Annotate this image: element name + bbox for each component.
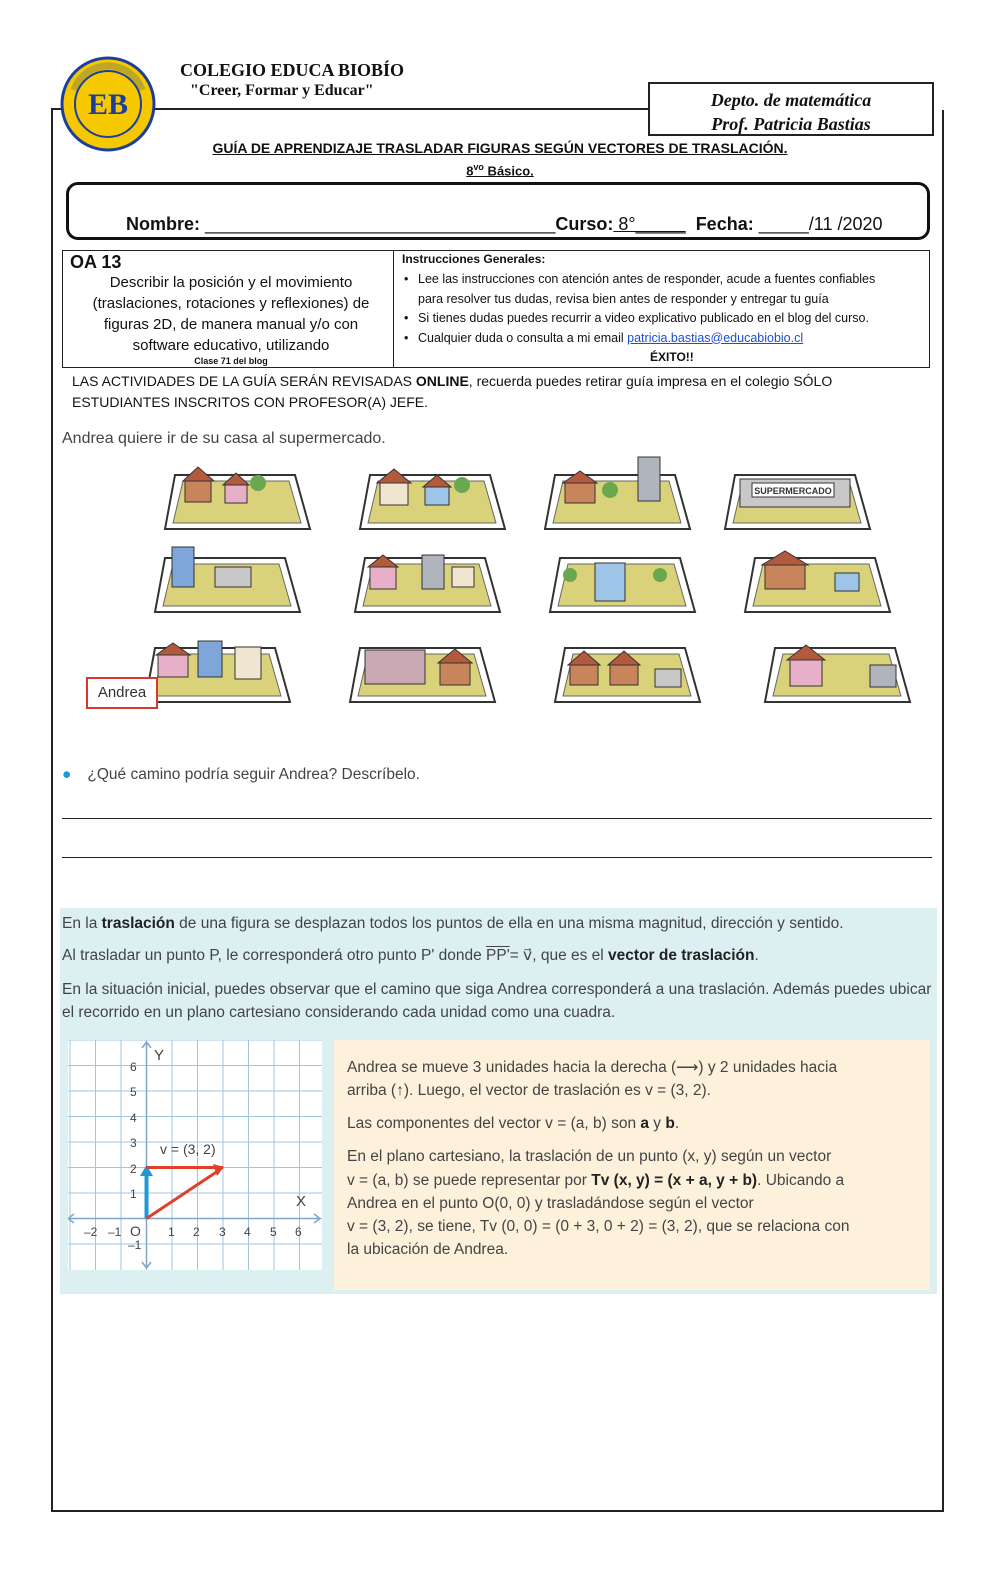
y-tick: –1	[128, 1238, 142, 1252]
explanation-line: En el plano cartesiano, la traslación de un punto (x, y) según un vector	[347, 1148, 832, 1165]
vector-label: v = (3, 2)	[160, 1141, 216, 1157]
oa-code: OA 13	[70, 252, 122, 272]
department-box	[648, 82, 934, 136]
logo-letters: EB	[87, 88, 129, 121]
student-info-row	[126, 214, 883, 235]
y-tick: 3	[130, 1136, 137, 1150]
guide-title: GUÍA DE APRENDIZAJE TRASLADAR FIGURAS SEGÚN VECTORES DE TRASLACIÓN.	[212, 140, 788, 156]
x-tick: 2	[193, 1225, 200, 1239]
explanation-line: Andrea se mueve 3 unidades hacia la derecha (⟶) y 2 unidades hacia	[347, 1059, 838, 1076]
block-row-3	[145, 641, 910, 702]
origin-label: O	[130, 1223, 141, 1239]
course-label: Curso:	[555, 214, 614, 234]
instructions-title: Instrucciones Generales:	[402, 252, 546, 266]
x-axis-label: X	[296, 1193, 307, 1210]
theory-p1: En la traslación de una figura se desplazan todos los puntos de ella en una misma magnitud, dirección y sentido.	[62, 915, 844, 932]
x-tick: 4	[244, 1225, 251, 1239]
instruction-item: • Si tienes dudas puedes recurrir a video explicativo publicado en el blog del curso.	[404, 311, 869, 325]
cartesian-graph	[68, 1040, 322, 1270]
oa-class-reference: Clase 71 del blog	[194, 356, 268, 366]
andrea-label: Andrea	[86, 677, 158, 709]
x-tick: 1	[168, 1225, 175, 1239]
y-tick: 2	[130, 1162, 137, 1176]
explanation-line: la ubicación de Andrea.	[347, 1241, 509, 1258]
teacher-email-link[interactable]: patricia.bastias@educabiobio.cl	[627, 330, 804, 345]
x-tick: 5	[270, 1225, 277, 1239]
y-tick: 4	[130, 1111, 137, 1125]
oa-description: Describir la posición y el movimiento (traslaciones, rotaciones y reflexiones) de figuras 2D, de manera manual y/o con software educativo, utilizando	[92, 274, 370, 354]
school-name: COLEGIO EDUCA BIOBÍO	[180, 60, 405, 80]
instruction-item: • Lee las instrucciones con atención antes de responder, acude a fuentes confiables	[404, 272, 876, 286]
y-axis-label: Y	[154, 1047, 165, 1064]
instructions-list	[404, 270, 924, 348]
bullet-icon: ●	[62, 766, 72, 783]
explanation-line: arriba (↑). Luego, el vector de traslación es v = (3, 2).	[347, 1082, 711, 1099]
y-tick: 6	[130, 1060, 137, 1074]
explanation-line: v = (3, 2), se tiene, Tv (0, 0) = (0 + 3, 0 + 2) = (3, 2), que se relaciona con	[347, 1218, 850, 1235]
instruction-item-cont: para resolver tus dudas, revisa bien antes de responder y entregar tu guía	[418, 291, 829, 306]
explanation-line: Las componentes del vector v = (a, b) son a y b.	[347, 1115, 680, 1132]
activity-question: ● ¿Qué camino podría seguir Andrea? Descríbelo.	[62, 766, 420, 783]
name-label: Nombre:	[126, 214, 201, 234]
block-row-1	[165, 457, 870, 529]
instruction-item: • Cualquier duda o consulta a mi email patricia.bastias@educabiobio.cl	[404, 330, 804, 345]
name-field[interactable]: ___________________________________	[200, 214, 556, 234]
city-blocks-illustration	[140, 455, 940, 725]
activity-intro: Andrea quiere ir de su casa al supermercado.	[62, 430, 386, 447]
answer-line[interactable]	[62, 818, 932, 819]
x-tick: 3	[219, 1225, 226, 1239]
y-tick: 5	[130, 1085, 137, 1099]
date-label: Fecha:	[695, 214, 754, 234]
theory-p2: Al trasladar un punto P, le corresponderá otro punto P' donde PP'= v⃗, que es el vector de traslación.	[62, 947, 759, 964]
school-logo	[60, 56, 156, 152]
supermarket-sign: SUPERMERCADO	[754, 486, 832, 496]
x-tick: –1	[108, 1225, 122, 1239]
date-field[interactable]: _____/11 /2020	[753, 214, 883, 234]
course-field[interactable]: 8°_____	[613, 214, 686, 234]
guide-grade: $8^{vo}$ Básico.	[466, 162, 534, 179]
x-tick: 6	[295, 1225, 302, 1239]
x-tick: –2	[84, 1225, 98, 1239]
explanation-line: Andrea en el punto O(0, 0) y trasladándose según el vector	[347, 1195, 754, 1212]
theory-p3: En la situación inicial, puedes observar que el camino que siga Andrea corresponderá a una traslación. Además puedes ubicar el recorrido en un plano cartesiano considerando cada unidad como una cuadra.	[62, 981, 932, 1021]
department: Depto. de matemática	[710, 90, 872, 110]
answer-line[interactable]	[62, 857, 932, 858]
explanation-line: v = (a, b) se puede representar por Tv (x, y) = (x + a, y + b). Ubicando a	[347, 1172, 845, 1189]
online-note: LAS ACTIVIDADES DE LA GUÍA SERÁN REVISADAS ONLINE, recuerda puedes retirar guía impresa en el colegio SÓLO ESTUDIANTES INSCRITOS CON PROFESOR(A) JEFE.	[72, 373, 833, 410]
closing-text: ÉXITO!!	[650, 350, 694, 364]
y-tick: 1	[130, 1187, 137, 1201]
block-row-2	[155, 547, 890, 612]
teacher: Prof. Patricia Bastias	[711, 114, 871, 134]
school-motto: "Creer, Formar y Educar"	[190, 82, 374, 99]
